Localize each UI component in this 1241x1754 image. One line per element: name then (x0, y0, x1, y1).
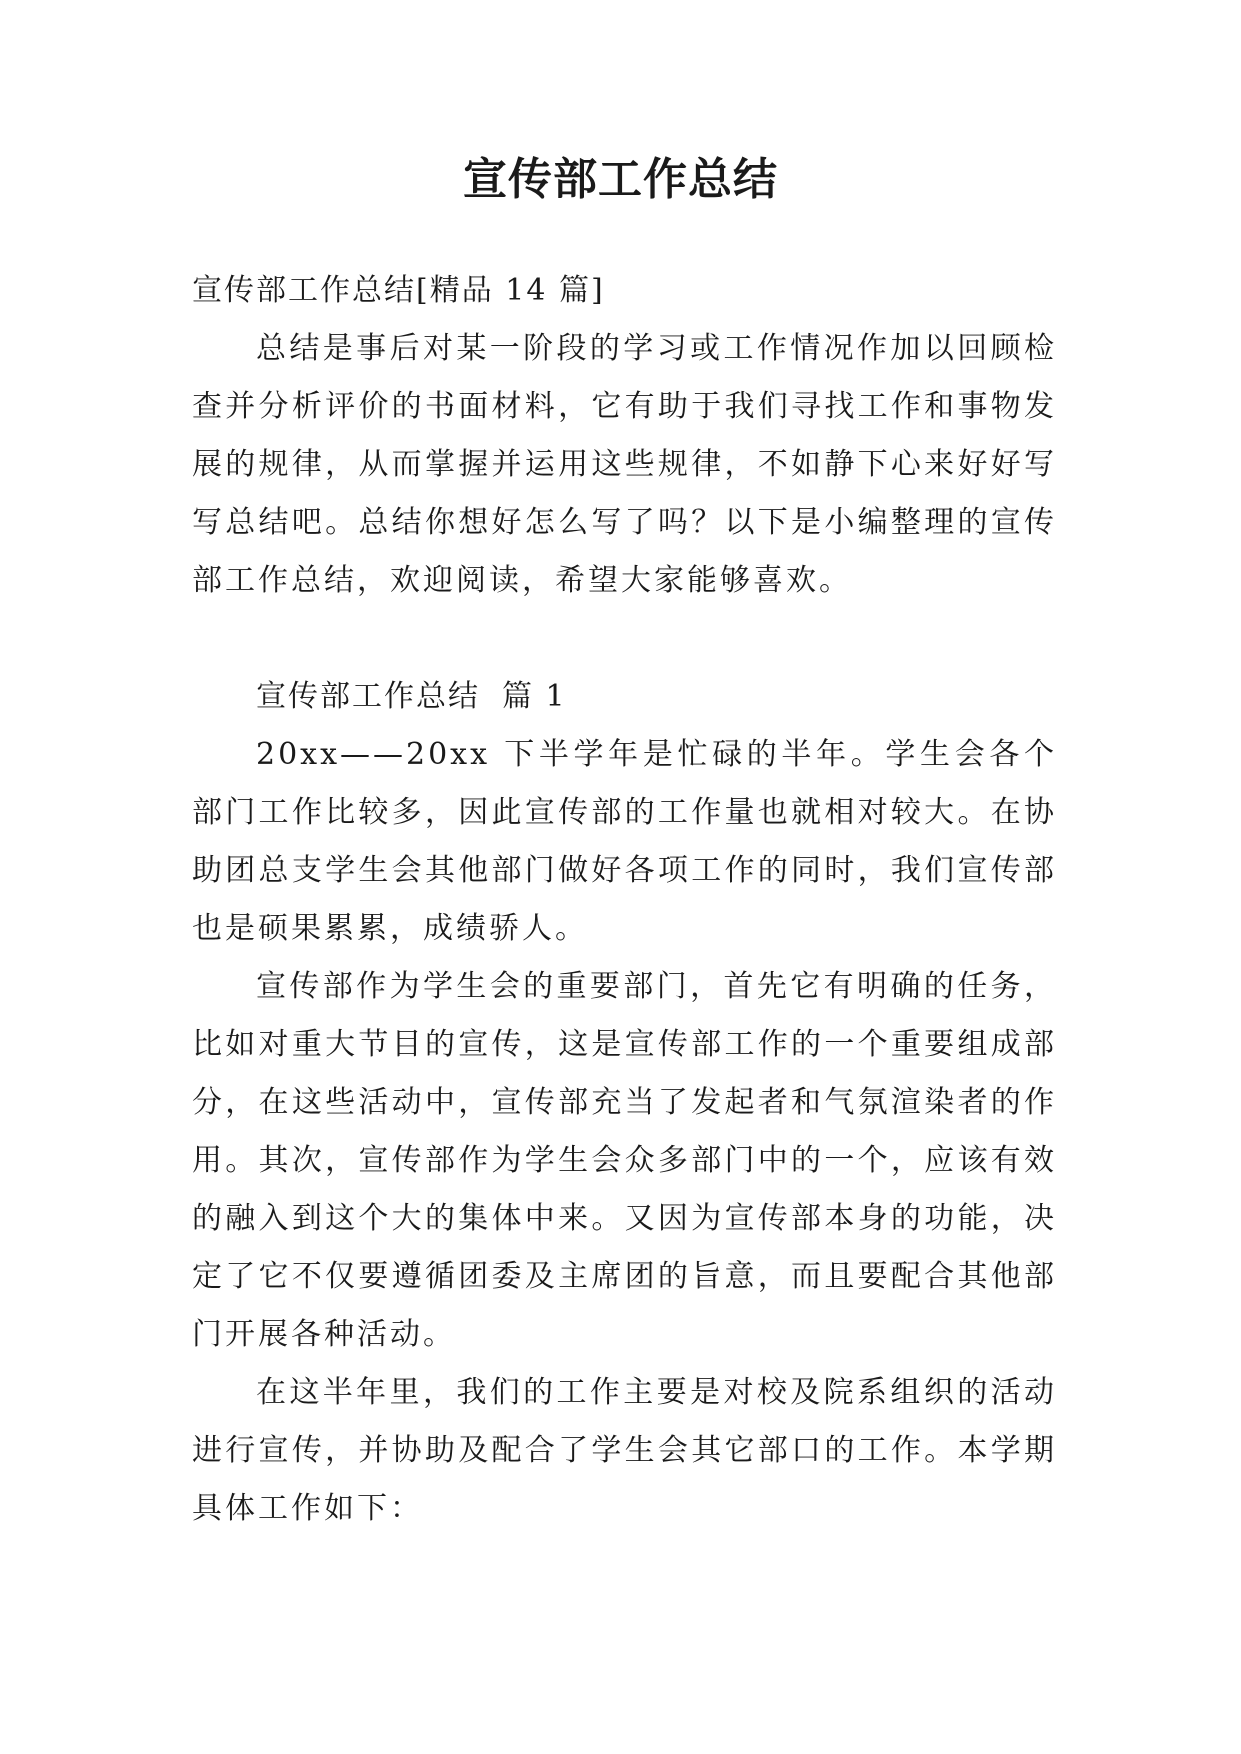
document-title: 宣传部工作总结 (463, 154, 778, 205)
section-paragraph-3: 在这半年里，我们的工作主要是对校及院系组织的活动进行宣传，并协助及配合了学生会其它部口的工作。本学期具体工作如下： (192, 1375, 1057, 1526)
section-heading-number: 篇 1 (502, 679, 567, 714)
section-heading (192, 668, 1057, 726)
section-heading-title: 宣传部工作总结 (256, 679, 480, 714)
section-paragraph-1: 20xx——20xx 下半学年是忙碌的半年。学生会各个部门工作比较多，因此宣传部的工作量也就相对较大。在协助团总支学生会其他部门做好各项工作的同时，我们宣传部也是硕果累累，成绩骄人。 (192, 737, 1057, 946)
document-body (192, 262, 1057, 1538)
section-paragraph-2: 宣传部作为学生会的重要部门，首先它有明确的任务，比如对重大节目的宣传，这是宣传部工作的一个重要组成部分，在这些活动中，宣传部充当了发起者和气氛渲染者的作用。其次，宣传部作为学生会众多部门中的一个，应该有效的融入到这个大的集体中来。又因为宣传部本身的功能，决定了它不仅要遵循团委及主席团的旨意，而且要配合其他部门开展各种活动。 (192, 969, 1057, 1352)
intro-paragraph: 总结是事后对某一阶段的学习或工作情况作加以回顾检查并分析评价的书面材料，它有助于我们寻找工作和事物发展的规律，从而掌握并运用这些规律，不如静下心来好好写写总结吧。总结你想好怎么写了吗？以下是小编整理的宣传部工作总结，欢迎阅读，希望大家能够喜欢。 (192, 331, 1057, 598)
document-subtitle: 宣传部工作总结[精品 14 篇] (192, 273, 605, 308)
